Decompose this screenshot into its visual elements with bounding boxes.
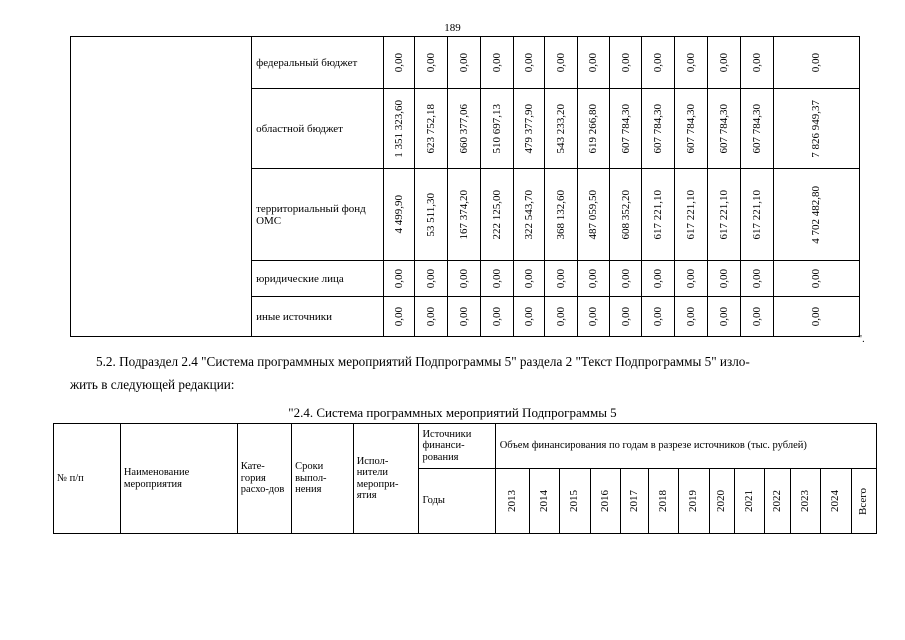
year-header-text: 2024: [829, 490, 842, 512]
year-header-text: 2014: [538, 490, 551, 512]
year-value-cell: [514, 37, 545, 89]
year-value-cell: [740, 89, 773, 169]
value-text: 608 352,20: [619, 189, 632, 240]
value-text: 0,00: [425, 306, 438, 327]
year-header: [495, 469, 529, 534]
paragraph-line-2: жить в следующей редакции:: [70, 377, 235, 392]
year-value-cell: [448, 297, 480, 337]
value-text: 0,00: [810, 268, 823, 289]
year-header: [590, 469, 620, 534]
value-text: 322 543,70: [523, 189, 536, 240]
total-value-cell: [773, 37, 859, 89]
total-value-cell: [773, 169, 859, 261]
year-value-cell: [708, 297, 740, 337]
year-value-cell: [414, 37, 447, 89]
value-text: 0,00: [490, 268, 503, 289]
year-header-text: 2015: [568, 490, 581, 512]
program-activities-table-header: [53, 423, 877, 534]
year-header-text: 2016: [598, 490, 611, 512]
value-text: 543 233,20: [555, 103, 568, 154]
funding-source-label: юридические лица: [252, 261, 384, 297]
year-value-cell: [577, 169, 609, 261]
value-text: 0,00: [684, 52, 697, 73]
value-text: 222 125,00: [490, 189, 503, 240]
year-value-cell: [383, 89, 414, 169]
value-text: 623 752,18: [425, 103, 438, 154]
value-text: 0,00: [810, 52, 823, 73]
value-text: 607 784,30: [684, 103, 697, 154]
page-number: 189: [444, 22, 461, 34]
col-category-header: Кате-гория расхо-дов: [237, 424, 291, 534]
year-value-cell: [708, 169, 740, 261]
col-sources-header: Источники финанси-рования: [419, 424, 495, 469]
year-value-cell: [708, 37, 740, 89]
year-value-cell: [674, 89, 707, 169]
table-row: [71, 37, 860, 89]
year-value-cell: [383, 261, 414, 297]
total-value-cell: [773, 261, 859, 297]
value-text: 0,00: [490, 52, 503, 73]
value-text: 487 059,50: [587, 189, 600, 240]
value-text: 0,00: [555, 306, 568, 327]
year-value-cell: [448, 169, 480, 261]
value-text: 0,00: [587, 52, 600, 73]
value-text: 368 132,60: [555, 189, 568, 240]
value-text: 0,00: [392, 306, 405, 327]
value-text: 479 377,90: [523, 103, 536, 154]
funding-source-label: территориальный фонд ОМС: [252, 169, 384, 261]
year-header: [765, 469, 791, 534]
value-text: 617 221,10: [750, 189, 763, 240]
value-text: 0,00: [717, 306, 730, 327]
col-terms-header: Сроки выпол-нения: [292, 424, 354, 534]
value-text: 0,00: [425, 52, 438, 73]
funding-source-label: иные источники: [252, 297, 384, 337]
section-title: "2.4. Система программных мероприятий Подпрограммы 5: [288, 405, 617, 420]
year-header-text: 2023: [799, 490, 812, 512]
year-value-cell: [740, 261, 773, 297]
col-years-label: Годы: [419, 469, 495, 534]
paragraph-line-1: 5.2. Подраздел 2.4 "Система программных мероприятий Подпрограммы 5" раздела 2 "Текст Подпрограммы 5" изло-: [96, 354, 750, 369]
value-text: 1 351 323,60: [392, 99, 405, 158]
value-text: 0,00: [490, 306, 503, 327]
value-text: 0,00: [457, 306, 470, 327]
value-text: 0,00: [425, 268, 438, 289]
year-header-text: 2018: [657, 490, 670, 512]
col-funding-header: Объем финансирования по годам в разрезе источников (тыс. рублей): [495, 424, 876, 469]
year-header-text: 2019: [687, 490, 700, 512]
year-value-cell: [577, 261, 609, 297]
year-value-cell: [480, 297, 513, 337]
year-value-cell: [740, 169, 773, 261]
year-header: [530, 469, 560, 534]
year-value-cell: [414, 261, 447, 297]
year-value-cell: [480, 37, 513, 89]
value-text: 617 221,10: [684, 189, 697, 240]
value-text: 0,00: [619, 268, 632, 289]
year-header: [709, 469, 734, 534]
year-header-text: 2020: [715, 490, 727, 512]
year-value-cell: [577, 89, 609, 169]
year-value-cell: [448, 261, 480, 297]
year-header: [851, 469, 876, 534]
year-value-cell: [383, 169, 414, 261]
year-value-cell: [514, 261, 545, 297]
value-text: 0,00: [392, 52, 405, 73]
funding-source-label: областной бюджет: [252, 89, 384, 169]
year-value-cell: [610, 169, 642, 261]
year-value-cell: [674, 261, 707, 297]
value-text: 0,00: [652, 268, 665, 289]
year-value-cell: [480, 169, 513, 261]
value-text: 0,00: [555, 52, 568, 73]
value-text: 0,00: [587, 268, 600, 289]
year-value-cell: [480, 261, 513, 297]
total-value-cell: [773, 89, 859, 169]
value-text: 4 499,90: [392, 195, 405, 234]
year-value-cell: [708, 261, 740, 297]
year-value-cell: [577, 37, 609, 89]
year-value-cell: [740, 297, 773, 337]
value-text: 0,00: [684, 306, 697, 327]
value-text: 619 266,80: [587, 103, 600, 154]
year-value-cell: [545, 297, 577, 337]
year-header-text: 2021: [742, 490, 755, 512]
year-value-cell: [545, 169, 577, 261]
col-executors-header: Испол-нители меропри-ятия: [353, 424, 419, 534]
year-value-cell: [383, 297, 414, 337]
year-header-text: 2022: [770, 490, 783, 512]
value-text: 0,00: [457, 52, 470, 73]
value-text: 0,00: [523, 52, 536, 73]
value-text: 0,00: [652, 52, 665, 73]
year-value-cell: [545, 89, 577, 169]
value-text: 0,00: [652, 306, 665, 327]
year-value-cell: [674, 37, 707, 89]
value-text: 0,00: [523, 306, 536, 327]
year-value-cell: [480, 89, 513, 169]
year-value-cell: [610, 297, 642, 337]
year-header: [649, 469, 679, 534]
total-value-cell: [773, 297, 859, 337]
year-value-cell: [642, 261, 674, 297]
year-header-text: Всего: [857, 487, 870, 515]
value-text: 607 784,30: [717, 103, 730, 154]
year-value-cell: [414, 297, 447, 337]
year-value-cell: [514, 169, 545, 261]
value-text: 53 511,30: [425, 192, 438, 237]
value-text: 0,00: [457, 268, 470, 289]
value-text: 0,00: [810, 306, 823, 327]
value-text: 607 784,30: [652, 103, 665, 154]
value-text: 607 784,30: [619, 103, 632, 154]
year-header: [791, 469, 821, 534]
year-header: [560, 469, 590, 534]
year-value-cell: [610, 37, 642, 89]
value-text: 167 374,20: [457, 189, 470, 240]
year-value-cell: [383, 37, 414, 89]
year-value-cell: [642, 89, 674, 169]
year-value-cell: [414, 89, 447, 169]
year-value-cell: [448, 37, 480, 89]
year-header-text: 2017: [627, 490, 640, 512]
merged-activity-cell: [71, 37, 252, 337]
year-value-cell: [610, 261, 642, 297]
year-value-cell: [708, 89, 740, 169]
col-num-header: № п/п: [54, 424, 121, 534]
value-text: 0,00: [750, 268, 763, 289]
value-text: 0,00: [684, 268, 697, 289]
year-value-cell: [514, 89, 545, 169]
year-value-cell: [545, 261, 577, 297]
value-text: 0,00: [619, 52, 632, 73]
year-value-cell: [414, 169, 447, 261]
year-value-cell: [642, 297, 674, 337]
year-header: [734, 469, 764, 534]
value-text: 0,00: [587, 306, 600, 327]
year-header: [620, 469, 648, 534]
year-value-cell: [642, 169, 674, 261]
col-name-header: Наименование мероприятия: [120, 424, 237, 534]
value-text: 0,00: [523, 268, 536, 289]
year-value-cell: [577, 297, 609, 337]
value-text: 660 377,06: [457, 103, 470, 154]
value-text: 4 702 482,80: [810, 185, 823, 244]
funding-source-label: федеральный бюджет: [252, 37, 384, 89]
year-header-text: 2013: [505, 490, 518, 512]
closing-quote: ".: [858, 334, 865, 345]
year-value-cell: [545, 37, 577, 89]
value-text: 607 784,30: [750, 103, 763, 154]
value-text: 617 221,10: [652, 189, 665, 240]
value-text: 0,00: [717, 268, 730, 289]
year-value-cell: [674, 169, 707, 261]
year-value-cell: [448, 89, 480, 169]
value-text: 510 697,13: [490, 103, 503, 154]
year-value-cell: [514, 297, 545, 337]
value-text: 0,00: [717, 52, 730, 73]
value-text: 0,00: [750, 306, 763, 327]
year-value-cell: [740, 37, 773, 89]
funding-table-continued: [70, 36, 860, 337]
year-value-cell: [610, 89, 642, 169]
value-text: 0,00: [619, 306, 632, 327]
value-text: 0,00: [555, 268, 568, 289]
year-header: [679, 469, 709, 534]
year-header: [821, 469, 851, 534]
value-text: 617 221,10: [717, 189, 730, 240]
value-text: 7 826 949,37: [810, 99, 823, 158]
value-text: 0,00: [750, 52, 763, 73]
value-text: 0,00: [392, 268, 405, 289]
year-value-cell: [642, 37, 674, 89]
year-value-cell: [674, 297, 707, 337]
